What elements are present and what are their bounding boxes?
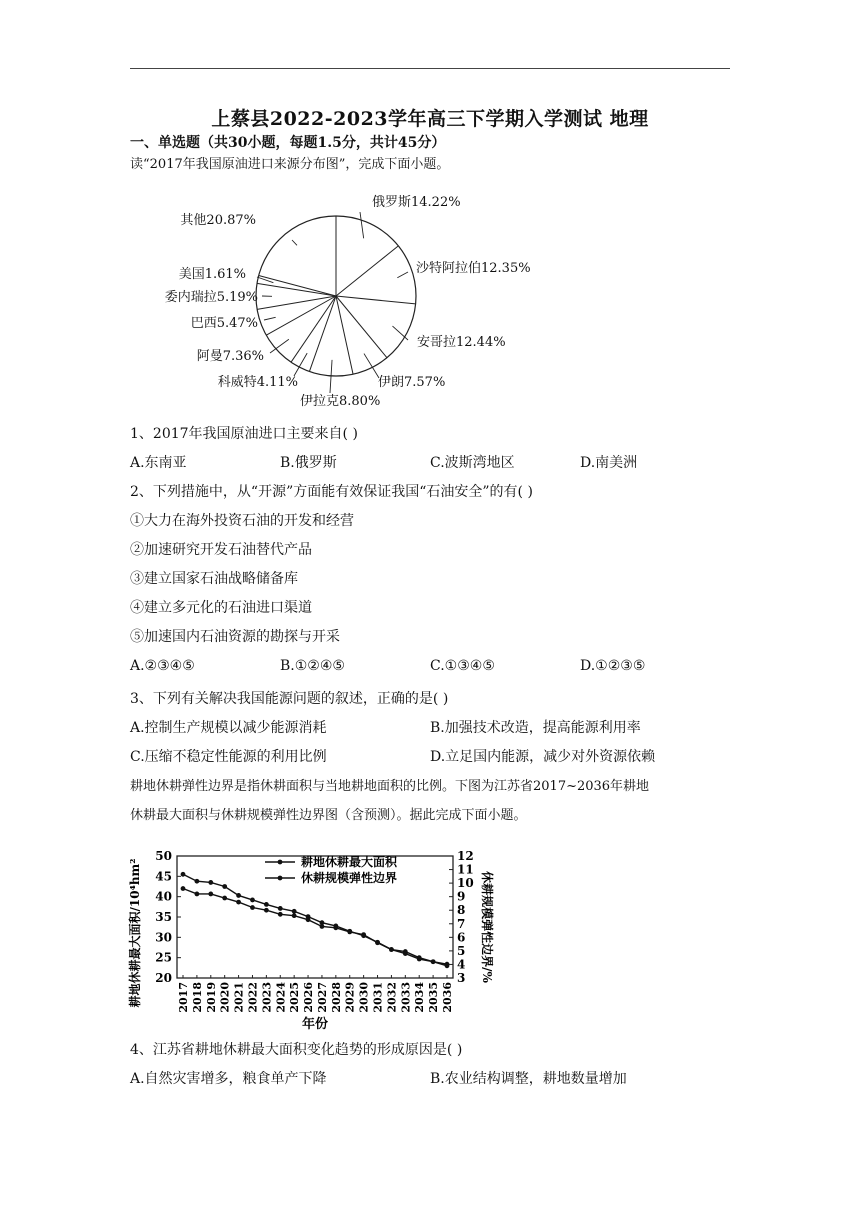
pie-slice-label: 委内瑞拉5.19% xyxy=(164,290,258,305)
y-axis-label: 耕地休耕最大面积/10⁴hm² xyxy=(128,858,142,1008)
q2-item-5: ⑤加速国内石油资源的勘探与开采 xyxy=(130,629,340,645)
y2-tick-label: 9 xyxy=(457,889,466,904)
question-2: 2、下列措施中，从“开源”方面能有效保证我国“石油安全”的有( ) xyxy=(130,484,533,500)
series-point xyxy=(333,925,338,930)
series-point xyxy=(222,896,227,901)
pie-slice-label: 阿曼7.36% xyxy=(196,349,264,364)
x-tick-label: 2023 xyxy=(260,982,274,1013)
q3-option-c[interactable]: C.压缩不稳定性能源的利用比例 xyxy=(130,749,327,765)
pie-slice-label: 俄罗斯14.22% xyxy=(372,195,461,210)
series-point xyxy=(181,872,186,877)
x-tick-label: 2030 xyxy=(357,982,371,1013)
top-rule xyxy=(130,68,730,69)
pie-slice-label: 沙特阿拉伯12.35% xyxy=(416,261,531,276)
q1-option-d[interactable]: D.南美洲 xyxy=(580,455,638,471)
page-title: 上蔡县2022-2023学年高三下学期入学测试 地理 xyxy=(211,108,649,130)
x-tick-label: 2019 xyxy=(204,982,218,1013)
q2-option-a[interactable]: A.②③④⑤ xyxy=(130,658,195,674)
series-point xyxy=(361,932,366,937)
series-point xyxy=(417,957,422,962)
legend-marker xyxy=(278,860,283,865)
x-tick-label: 2028 xyxy=(329,982,343,1013)
series-point xyxy=(264,902,269,907)
q3-option-d[interactable]: D.立足国内能源，减少对外资源依赖 xyxy=(430,749,656,765)
x-tick-label: 2022 xyxy=(246,982,260,1013)
y2-tick-label: 6 xyxy=(457,930,466,945)
intro-text-2-line-1: 耕地休耕弹性边界是指休耕面积与当地耕地面积的比例。下图为江苏省2017~2036年耕地 xyxy=(130,779,650,794)
x-tick-label: 2034 xyxy=(413,982,427,1013)
pie-slice-label: 伊拉克8.80% xyxy=(300,394,381,409)
series-point xyxy=(208,880,213,885)
y-tick-label: 40 xyxy=(155,889,172,904)
y-tick-label: 25 xyxy=(155,950,172,965)
pie-slice-label: 安哥拉12.44% xyxy=(417,335,506,350)
q2-item-2: ②加速研究开发石油替代产品 xyxy=(130,542,312,558)
series-point xyxy=(292,909,297,914)
x-tick-label: 2017 xyxy=(177,982,190,1013)
x-axis-label: 年份 xyxy=(301,1017,329,1032)
q3-option-b[interactable]: B.加强技术改造，提高能源利用率 xyxy=(430,720,641,736)
x-tick-label: 2033 xyxy=(399,982,413,1013)
q4-option-a[interactable]: A.自然灾害增多，粮食单产下降 xyxy=(130,1071,327,1087)
series-point xyxy=(194,892,199,897)
series-point xyxy=(431,959,436,964)
q1-option-b[interactable]: B.俄罗斯 xyxy=(280,455,337,471)
series-point xyxy=(278,912,283,917)
x-tick-label: 2026 xyxy=(302,982,316,1013)
y2-tick-label: 11 xyxy=(457,862,474,877)
y2-tick-label: 10 xyxy=(457,876,474,891)
pie-slice-label: 其他20.87% xyxy=(180,213,256,228)
q2-option-d[interactable]: D.①②③⑤ xyxy=(580,658,646,674)
x-tick-label: 2025 xyxy=(288,982,302,1013)
series-point xyxy=(208,892,213,897)
q2-item-1: ①大力在海外投资石油的开发和经营 xyxy=(130,513,354,529)
q2-item-4: ④建立多元化的石油进口渠道 xyxy=(130,600,312,616)
series-point xyxy=(320,924,325,929)
y-tick-label: 30 xyxy=(155,930,172,945)
series-point xyxy=(347,930,352,935)
y-tick-label: 35 xyxy=(155,910,172,924)
q3-option-a[interactable]: A.控制生产规模以减少能源消耗 xyxy=(130,720,327,736)
section-heading: 一、单选题（共30小题，每题1.5分，共计45分） xyxy=(130,135,446,151)
series-point xyxy=(194,879,199,884)
y2-tick-label: 5 xyxy=(457,943,466,958)
series-point xyxy=(222,884,227,889)
q1-option-a[interactable]: A.东南亚 xyxy=(130,455,187,471)
pie-slice-label: 巴西5.47% xyxy=(190,316,258,331)
question-3: 3、下列有关解决我国能源问题的叙述，正确的是( ) xyxy=(130,691,449,707)
y2-tick-label: 8 xyxy=(457,903,466,918)
series-point xyxy=(264,908,269,913)
y2-tick-label: 7 xyxy=(457,916,466,931)
x-tick-label: 2031 xyxy=(371,982,385,1013)
series-point xyxy=(306,917,311,922)
series-point xyxy=(403,951,408,956)
series-point xyxy=(236,893,241,898)
pie-slice-label: 科威特4.11% xyxy=(217,375,298,390)
series-point xyxy=(445,963,450,968)
q2-item-3: ③建立国家石油战略储备库 xyxy=(130,571,298,587)
y-tick-label: 20 xyxy=(155,971,172,985)
x-tick-label: 2035 xyxy=(427,982,441,1013)
intro-text-1: 读“2017年我国原油进口来源分布图”，完成下面小题。 xyxy=(130,157,450,172)
fallow-land-line-chart xyxy=(125,832,495,1032)
y2-tick-label: 3 xyxy=(457,971,466,985)
y2-tick-label: 12 xyxy=(457,849,474,863)
legend-label: 耕地休耕最大面积 xyxy=(301,855,398,869)
series-point xyxy=(236,900,241,905)
series-point xyxy=(375,940,380,945)
q2-option-b[interactable]: B.①②④⑤ xyxy=(280,658,345,674)
series-point xyxy=(292,913,297,918)
y-tick-label: 45 xyxy=(155,869,172,884)
x-tick-label: 2027 xyxy=(315,982,329,1013)
series-point xyxy=(181,886,186,891)
pie-slice-label: 美国1.61% xyxy=(178,267,246,282)
q2-option-c[interactable]: C.①③④⑤ xyxy=(430,658,495,674)
series-point xyxy=(250,898,255,903)
oil-import-pie-chart xyxy=(130,180,590,420)
question-1: 1、2017年我国原油进口主要来自( ) xyxy=(130,426,358,442)
series-point xyxy=(250,905,255,910)
x-tick-label: 2018 xyxy=(190,982,204,1013)
y2-tick-label: 4 xyxy=(457,957,466,972)
x-tick-label: 2020 xyxy=(218,982,232,1013)
x-tick-label: 2024 xyxy=(274,982,288,1013)
x-tick-label: 2029 xyxy=(343,982,357,1013)
q4-option-b[interactable]: B.农业结构调整，耕地数量增加 xyxy=(430,1071,627,1087)
series-point xyxy=(278,906,283,911)
q1-option-c[interactable]: C.波斯湾地区 xyxy=(430,455,515,471)
legend-label: 休耕规模弹性边界 xyxy=(301,871,398,885)
x-tick-label: 2036 xyxy=(441,982,454,1013)
x-tick-label: 2021 xyxy=(232,982,246,1013)
series-point xyxy=(389,947,394,952)
x-tick-label: 2032 xyxy=(385,982,399,1013)
y2-axis-label: 休耕规模弹性边界/% xyxy=(480,871,494,983)
y-tick-label: 50 xyxy=(155,849,172,863)
legend-marker xyxy=(278,876,283,881)
question-4: 4、江苏省耕地休耕最大面积变化趋势的形成原因是( ) xyxy=(130,1042,463,1058)
pie-slice-label: 伊朗7.57% xyxy=(378,375,446,390)
intro-text-2-line-2: 休耕最大面积与休耕规模弹性边界图（含预测）。据此完成下面小题。 xyxy=(130,808,527,823)
